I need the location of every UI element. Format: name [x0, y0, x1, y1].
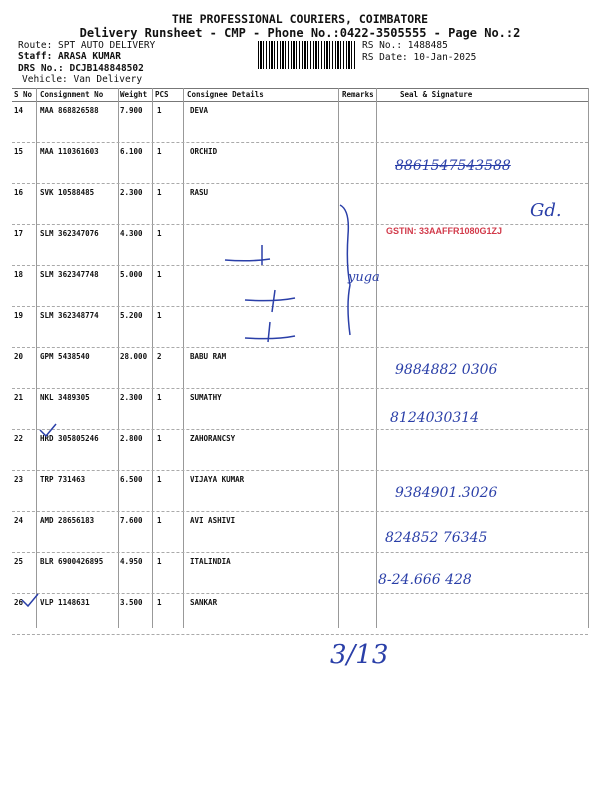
cell-cons: NKL 3489305	[40, 393, 90, 402]
signature-15: 8861547543588	[395, 158, 511, 174]
cell-sno: 20	[14, 352, 24, 361]
cell-name: RASU	[190, 188, 209, 197]
cell-weight: 2.300	[120, 188, 143, 197]
cell-pcs: 1	[157, 106, 162, 115]
col-consignment: Consignment No	[40, 90, 104, 99]
col-pcs: PCS	[155, 90, 169, 99]
cell-sno: 23	[14, 475, 24, 484]
cell-cons: SLM 362347076	[40, 229, 99, 238]
cell-sno: 14	[14, 106, 24, 115]
col-sno: S No	[14, 90, 33, 99]
col-remarks: Remarks	[342, 90, 374, 99]
gstin-stamp: GSTIN: 33AAFFR1080G1ZJ	[386, 226, 503, 236]
cell-pcs: 1	[157, 229, 162, 238]
route-label: Route: SPT AUTO DELIVERY	[18, 40, 156, 51]
cell-weight: 2.800	[120, 434, 143, 443]
cell-weight: 7.900	[120, 106, 143, 115]
cell-sno: 15	[14, 147, 24, 156]
col-consignee: Consignee Details	[187, 90, 264, 99]
rs-number: RS No.: 1488485	[362, 40, 448, 51]
cell-name: ORCHID	[190, 147, 218, 156]
cell-name: SANKAR	[190, 598, 218, 607]
cell-cons: MAA 868826588	[40, 106, 99, 115]
cell-sno: 19	[14, 311, 24, 320]
cell-pcs: 1	[157, 147, 162, 156]
cell-weight: 5.200	[120, 311, 143, 320]
col-weight: Weight	[120, 90, 148, 99]
cell-weight: 6.100	[120, 147, 143, 156]
signature-16: Gd.	[530, 200, 562, 221]
cell-pcs: 1	[157, 311, 162, 320]
cell-cons: GPM 5438540	[40, 352, 90, 361]
cell-sno: 16	[14, 188, 24, 197]
cell-name: ITALINDIA	[190, 557, 231, 566]
cell-pcs: 1	[157, 188, 162, 197]
cell-pcs: 1	[157, 434, 162, 443]
signature-24: 824852 76345	[385, 530, 488, 546]
cell-pcs: 1	[157, 393, 162, 402]
cell-pcs: 1	[157, 475, 162, 484]
cell-weight: 7.600	[120, 516, 143, 525]
signature-25: 8-24.666 428	[378, 572, 472, 588]
cell-weight: 6.500	[120, 475, 143, 484]
cell-weight: 5.000	[120, 270, 143, 279]
cell-pcs: 1	[157, 557, 162, 566]
signature-23: 9384901.3026	[395, 485, 498, 501]
cell-cons: AMD 28656183	[40, 516, 95, 525]
company-title: THE PROFESSIONAL COURIERS, COIMBATORE	[171, 12, 429, 26]
cell-name: ZAHORANCSY	[190, 434, 236, 443]
cell-cons: SLM 362347748	[40, 270, 99, 279]
cell-sno: 21	[14, 393, 24, 402]
signature-20: 9884882 0306	[395, 362, 498, 378]
cell-cons: BLR 6900426895	[40, 557, 104, 566]
cell-pcs: 1	[157, 598, 162, 607]
cell-cons: VLP 1148631	[40, 598, 90, 607]
cell-sno: 24	[14, 516, 24, 525]
cell-name: AVI ASHIVI	[190, 516, 236, 525]
cell-weight: 28.000	[120, 352, 148, 361]
cell-weight: 4.300	[120, 229, 143, 238]
cell-cons: SVK 10588485	[40, 188, 95, 197]
cell-name: DEVA	[190, 106, 209, 115]
cell-weight: 2.300	[120, 393, 143, 402]
cell-sno: 17	[14, 229, 24, 238]
cell-name: VIJAYA KUMAR	[190, 475, 245, 484]
cell-name: BABU RAM	[190, 352, 227, 361]
cell-sno: 18	[14, 270, 24, 279]
cell-sno: 22	[14, 434, 24, 443]
cell-pcs: 2	[157, 352, 162, 361]
cell-weight: 4.950	[120, 557, 143, 566]
cell-name: SUMATHY	[190, 393, 222, 402]
cell-cons: TRP 731463	[40, 475, 86, 484]
cell-cons: SLM 362348774	[40, 311, 99, 320]
vehicle-label: Vehicle: Van Delivery	[22, 74, 143, 85]
cell-cons: MAA 110361603	[40, 147, 99, 156]
drs-number: DRS No.: DCJB148848502	[18, 63, 144, 74]
cell-pcs: 1	[157, 516, 162, 525]
signature-21: 8124030314	[390, 410, 480, 426]
col-seal: Seal & Signature	[400, 90, 473, 99]
staff-label: Staff: ARASA KUMAR	[18, 51, 121, 62]
bracket-signature: yuga	[348, 270, 380, 285]
cell-weight: 3.500	[120, 598, 143, 607]
cell-cons: HRD 305805246	[40, 434, 99, 443]
cell-sno: 25	[14, 557, 24, 566]
cell-sno: 26	[14, 598, 24, 607]
cell-pcs: 1	[157, 270, 162, 279]
page-count: 3/13	[330, 640, 389, 670]
runsheet-subtitle: Delivery Runsheet - CMP - Phone No.:0422-3505555 - Page No.:2	[79, 26, 521, 40]
rs-date: RS Date: 10-Jan-2025	[362, 52, 477, 63]
